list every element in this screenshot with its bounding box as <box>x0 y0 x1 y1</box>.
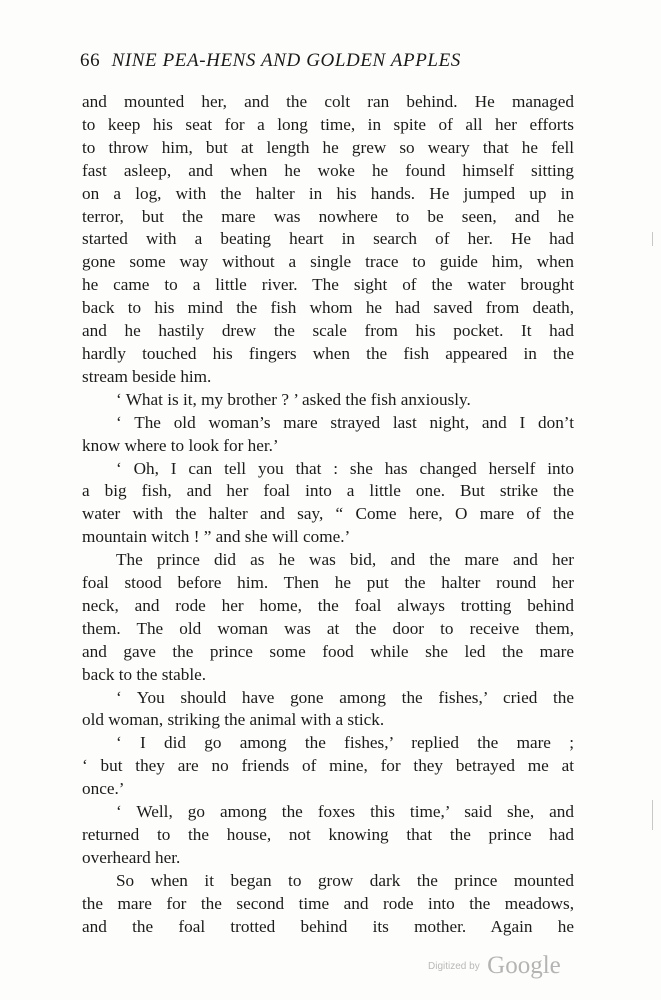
text-line: back to the stable. <box>82 664 207 684</box>
text-line: started with a beating heart in search of her. He had <box>82 229 574 249</box>
text-line: to throw him, but at length he grew so weary that he fell <box>82 137 574 157</box>
text-line: ‘ Well, go among the foxes this time,’ said she, and <box>116 802 574 822</box>
watermark-prefix: Digitized by <box>428 960 480 972</box>
text-line: ‘ What is it, my brother ? ’ asked the fish anxiously. <box>116 389 471 409</box>
text-line: and he hastily drew the scale from his pocket. It had <box>82 321 574 341</box>
text-line: returned to the house, not knowing that the prince had <box>82 825 574 844</box>
running-header <box>80 50 570 72</box>
text-line: foal stood before him. Then he put the halter round her <box>82 573 574 593</box>
text-line: hardly touched his fingers when the fish appeared in the <box>82 343 574 363</box>
text-line: and the foal trotted behind its mother. Again he <box>82 916 574 936</box>
text-line: he came to a little river. The sight of the water brought <box>82 275 574 295</box>
text-line: back to his mind the fish whom he had saved from death, <box>82 298 574 318</box>
text-line: fast asleep, and when he woke he found himself sitting <box>82 160 574 180</box>
scan-edge-mark <box>652 800 653 830</box>
text-line: water with the halter and say, “ Come here, O mare of the <box>82 504 574 524</box>
digitized-watermark <box>428 952 561 980</box>
text-line: old woman, striking the animal with a stick. <box>82 710 385 730</box>
text-line: ‘ The old woman’s mare strayed last night, and I don’t <box>116 412 574 432</box>
running-title: NINE PEA-HENS AND GOLDEN APPLES <box>111 50 461 71</box>
text-line: on a log, with the halter in his hands. He jumped up in <box>82 183 574 203</box>
text-line: and gave the prince some food while she led the mare <box>82 641 574 661</box>
body-text <box>82 91 574 939</box>
text-line: ‘ Oh, I can tell you that : she has changed herself into <box>116 458 574 478</box>
text-line: once.’ <box>82 779 125 799</box>
text-line: neck, and rode her home, the foal always trotting behind <box>82 595 574 615</box>
text-line: ‘ but they are no friends of mine, for they betrayed me at <box>82 756 574 776</box>
text-line: stream beside him. <box>82 366 212 386</box>
text-line: them. The old woman was at the door to receive them, <box>82 618 574 638</box>
text-line: overheard her. <box>82 847 181 867</box>
text-line: gone some way without a single trace to guide him, when <box>82 252 574 272</box>
text-line: to keep his seat for a long time, in spite of all her efforts <box>82 114 574 134</box>
page-number: 66 <box>80 50 101 71</box>
text-line: terror, but the mare was nowhere to be seen, and he <box>82 206 574 226</box>
text-line: the mare for the second time and rode into the meadows, <box>82 893 574 913</box>
google-logo: Google <box>487 952 561 979</box>
text-line: The prince did as he was bid, and the mare and her <box>116 550 574 570</box>
text-line: mountain witch ! ” and she will come.’ <box>82 527 351 547</box>
text-line: know where to look for her.’ <box>82 435 279 455</box>
text-line: and mounted her, and the colt ran behind. He managed <box>82 92 574 111</box>
scan-edge-mark <box>652 232 653 246</box>
text-line: ‘ I did go among the fishes,’ replied the mare ; <box>116 733 574 753</box>
text-line: So when it began to grow dark the prince mounted <box>116 870 574 890</box>
text-line: ‘ You should have gone among the fishes,’ cried the <box>116 687 574 707</box>
text-line: a big fish, and her foal into a little one. But strike the <box>82 481 574 501</box>
